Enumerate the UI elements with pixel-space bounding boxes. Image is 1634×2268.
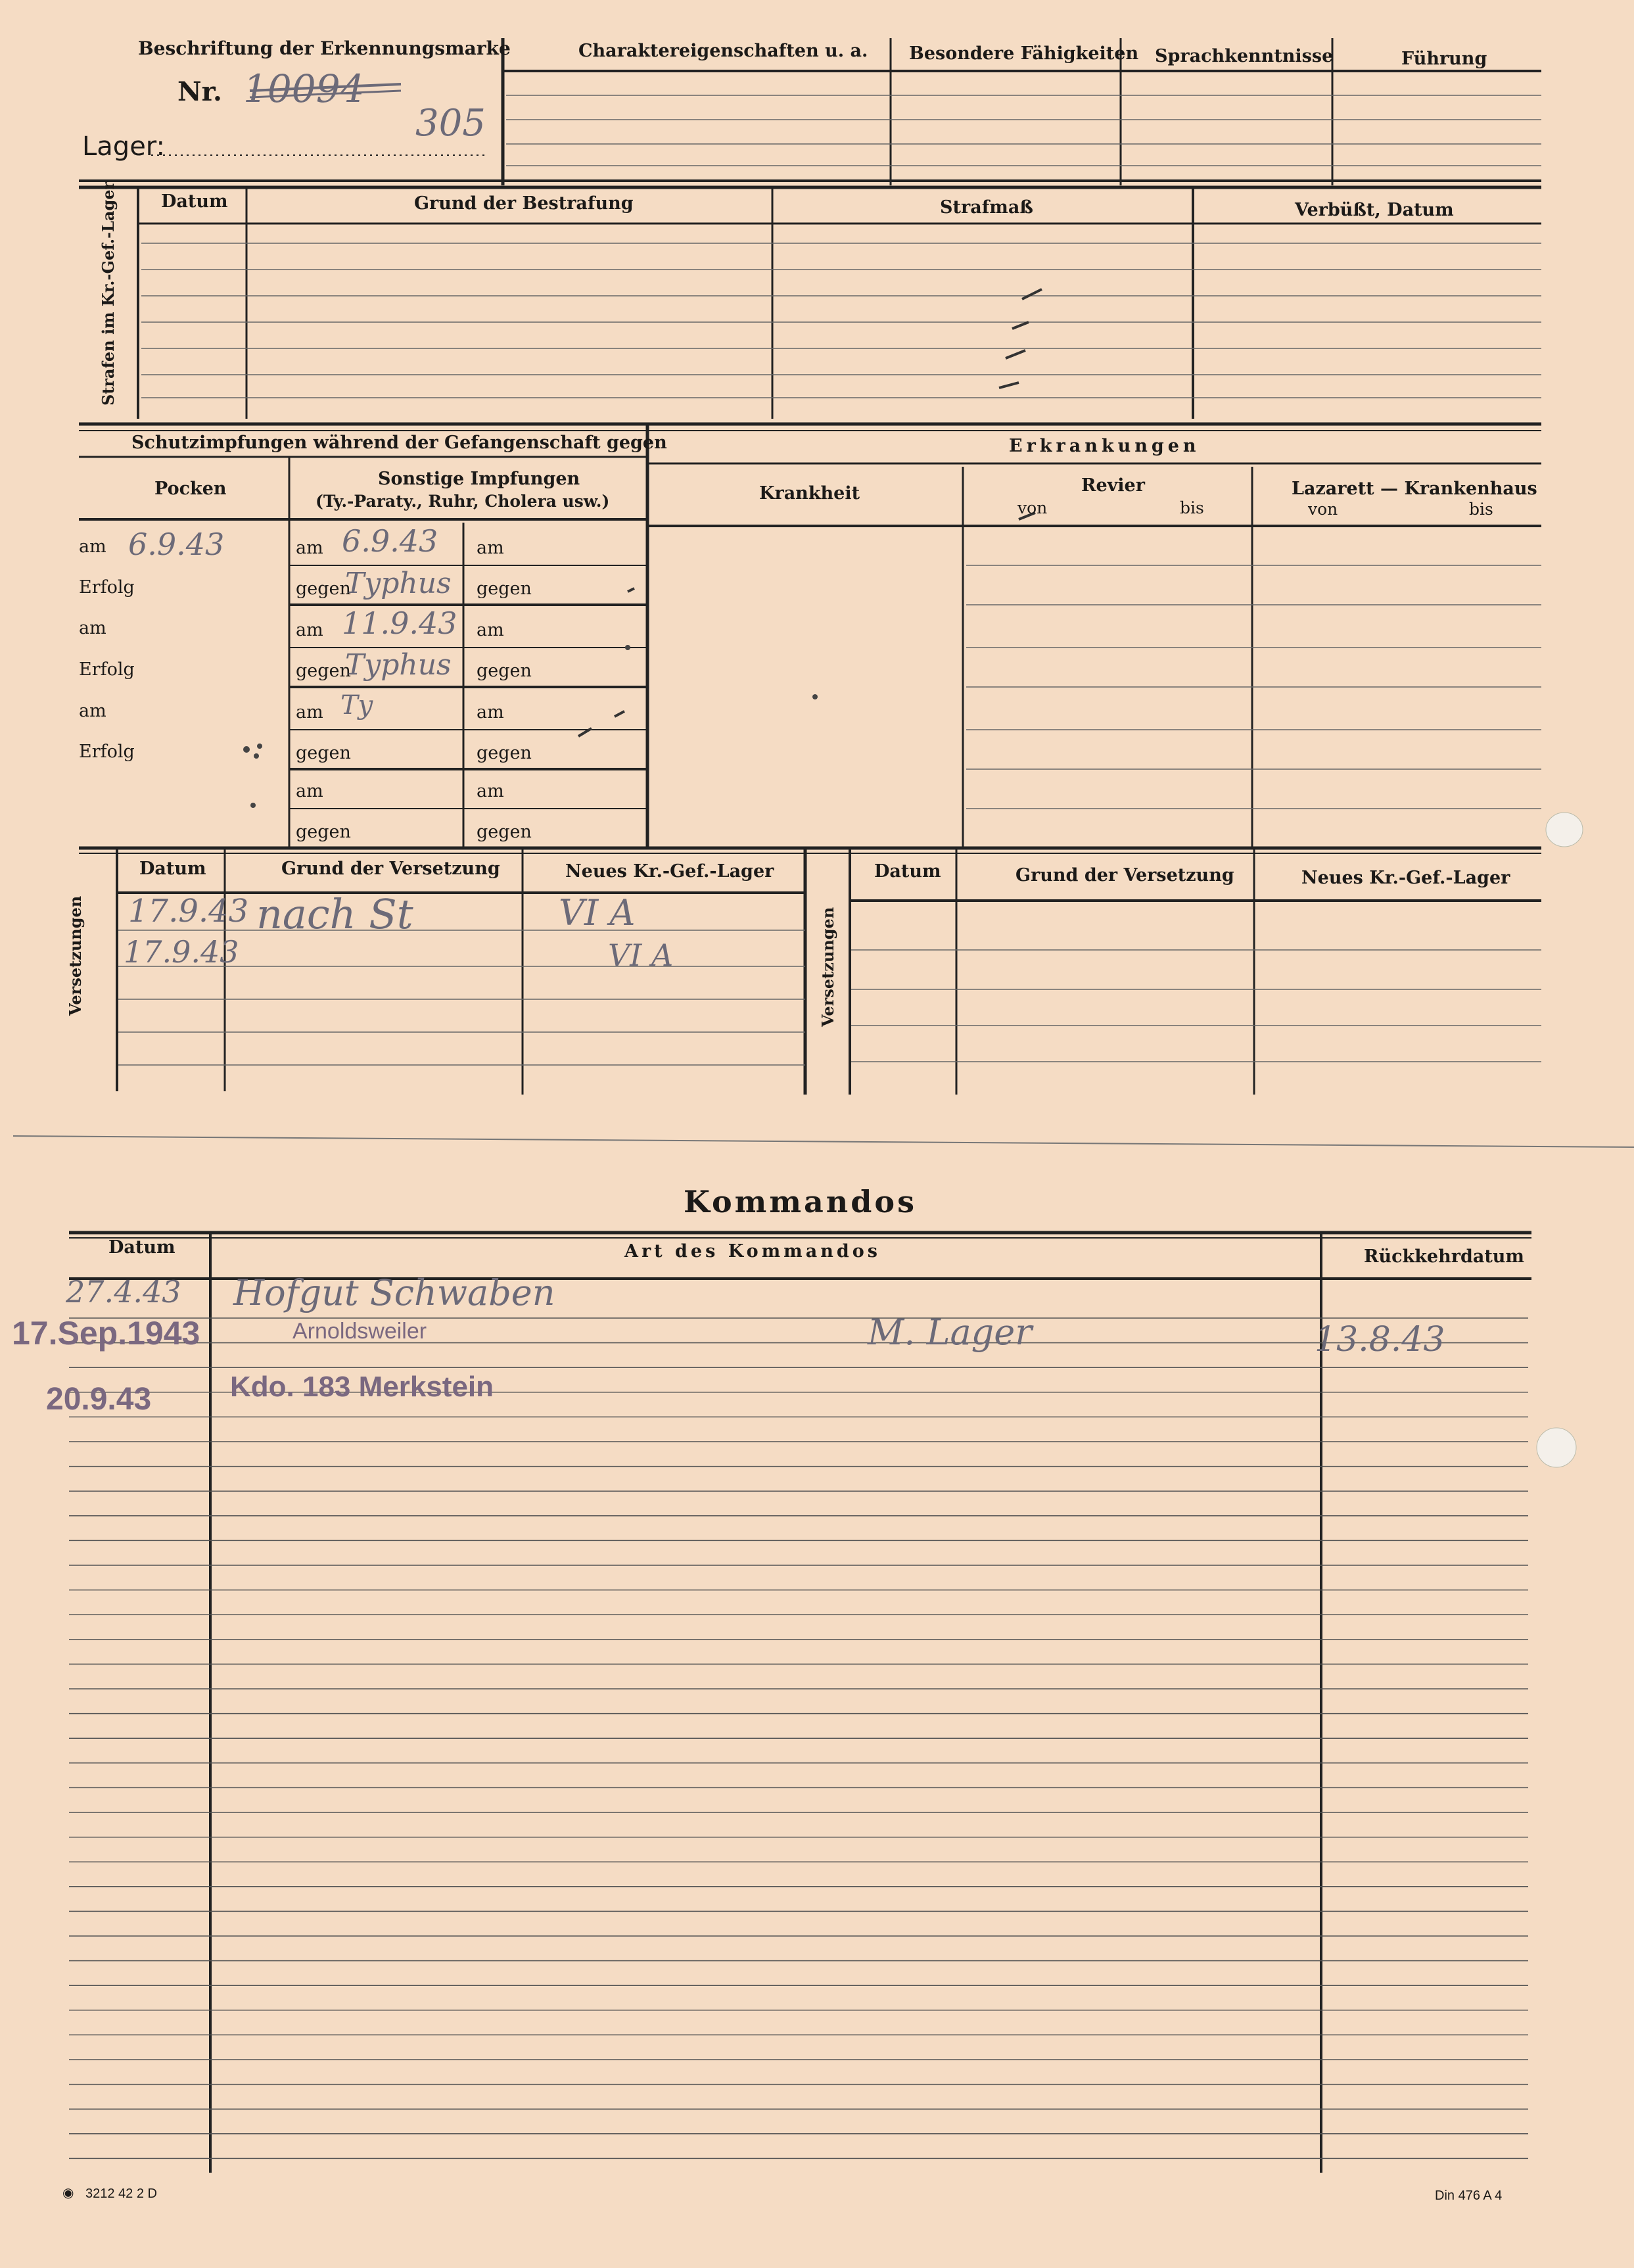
strafen-col-grund: Grund der Bestrafung [414,193,634,214]
nr-value: 10094 [243,66,365,111]
lazarett-von: von [1308,500,1338,519]
kdo-note-1: M. Lager [868,1311,1033,1353]
pocken-date-1: 6.9.43 [128,527,225,562]
vers-col-lager-right: Neues Kr.-Gef.-Lager [1301,868,1510,888]
vers-datum-2: 17.9.43 [124,934,239,970]
nr-label: Nr. [177,76,222,107]
pocken-am-1: am [79,536,106,557]
sonst-gegen-3-label: gegen [296,743,351,763]
sonstige-sub: (Ty.-Paraty., Ruhr, Cholera usw.) [315,492,610,511]
footer-right: Din 476 A 4 [1435,2188,1503,2203]
sonst-am-1: am [296,538,323,558]
sonst-gegen-3b: gegen [477,743,532,763]
vers-datum-1: 17.9.43 [128,893,249,930]
revier-von: von [1017,498,1048,517]
sonst-gegen-2-label: gegen [296,661,351,681]
kdo-datum-stamp-3: 20.9.43 [46,1382,152,1417]
col-sprachkenntnisse: Sprachkenntnisse [1155,46,1334,66]
lazarett-header: Lazarett — Krankenhaus [1292,479,1537,499]
revier-bis: bis [1180,498,1204,517]
kdo-art-1: Hofgut Schwaben [233,1272,555,1313]
sonst-gegen-1-label: gegen [296,579,351,599]
vers-col-datum-right: Datum [874,861,941,882]
sonst-gegen-1: Typhus [345,567,452,600]
sonst-date-2: 11.9.43 [342,605,457,641]
vers-col-lager-left: Neues Kr.-Gef.-Lager [565,861,774,882]
lager-value: 305 [415,102,486,145]
sonst-am-2b: am [477,620,504,640]
sonst-am-3b: am [477,702,504,722]
kdo-art-stamp-3: Kdo. 183 Merkstein [230,1371,494,1403]
sonst-gegen-4b: gegen [477,822,532,842]
vers-col-grund-left: Grund der Versetzung [281,859,500,879]
sonst-gegen-1b: gegen [477,579,532,599]
sonstige-header: Sonstige Impfungen [378,469,580,489]
vers-lager-2: VI A [608,937,674,973]
vers-col-datum-left: Datum [139,859,206,879]
kdo-rueckkehr-1: 13.8.43 [1315,1320,1445,1359]
kdo-col-datum: Datum [108,1237,175,1258]
vers-col-grund-right: Grund der Versetzung [1015,865,1234,886]
pocken-erfolg-1: Erfolg [79,577,135,598]
sonst-am-4: am [296,781,323,801]
krankheit-header: Krankheit [759,483,860,504]
kdo-col-rueckkehr: Rückkehrdatum [1364,1246,1525,1267]
sonst-am-4b: am [477,781,504,801]
sonst-gegen-4-label: gegen [296,822,351,842]
pocken-am-2: am [79,618,106,638]
lazarett-bis: bis [1469,500,1493,519]
strafen-side-label: Strafen im Kr.-Gef.-Lager [99,181,118,406]
sonst-am-2: am [296,620,323,640]
strafen-col-strafmass: Strafmaß [940,197,1033,218]
sonst-date-1: 6.9.43 [342,523,438,559]
pocken-erfolg-2: Erfolg [79,659,135,680]
kdo-col-art: Art des Kommandos [624,1241,881,1262]
marke-label: Beschriftung der Erkennungsmarke [138,37,511,59]
footer-left: 3212 42 2 D [85,2186,157,2201]
pocken-am-3: am [79,701,106,721]
vers-grund-1: nach St [256,890,413,938]
lager-label: Lager: [82,131,166,162]
kdo-datum-1: 27.4.43 [66,1274,181,1310]
strafen-col-datum: Datum [161,191,228,212]
sonst-gegen-2b: gegen [477,661,532,681]
sonst-am-3: am [296,702,323,722]
vers-lager-1: VI A [559,892,636,933]
versetzungen-side-label-left: Versetzungen [66,895,85,1016]
revier-header: Revier [1081,475,1145,496]
versetzungen-side-label-right: Versetzungen [818,907,837,1027]
erkrankungen-title: Erkrankungen [1009,436,1200,456]
col-charakter: Charaktereigenschaften u. a. [578,41,868,61]
kdo-datum-stamp-2: 17.Sep.1943 [12,1315,200,1352]
sonst-gegen-2: Typhus [345,648,452,682]
footer-left-circle-mark: ◉ [62,2186,74,2200]
col-faehigkeiten: Besondere Fähigkeiten [909,43,1139,64]
pocken-erfolg-3: Erfolg [79,742,135,762]
pocken-header: Pocken [154,479,227,499]
sonst-am-1b: am [477,538,504,558]
impfungen-title: Schutzimpfungen während der Gefangenschaft gegen [131,433,667,453]
sonst-date-3: Ty [340,690,373,721]
strafen-col-verbuesst: Verbüßt, Datum [1295,200,1454,220]
col-fuehrung: Führung [1401,49,1487,69]
kdo-art-stamp-2: Arnoldsweiler [292,1319,427,1344]
kommandos-title: Kommandos [684,1184,917,1219]
